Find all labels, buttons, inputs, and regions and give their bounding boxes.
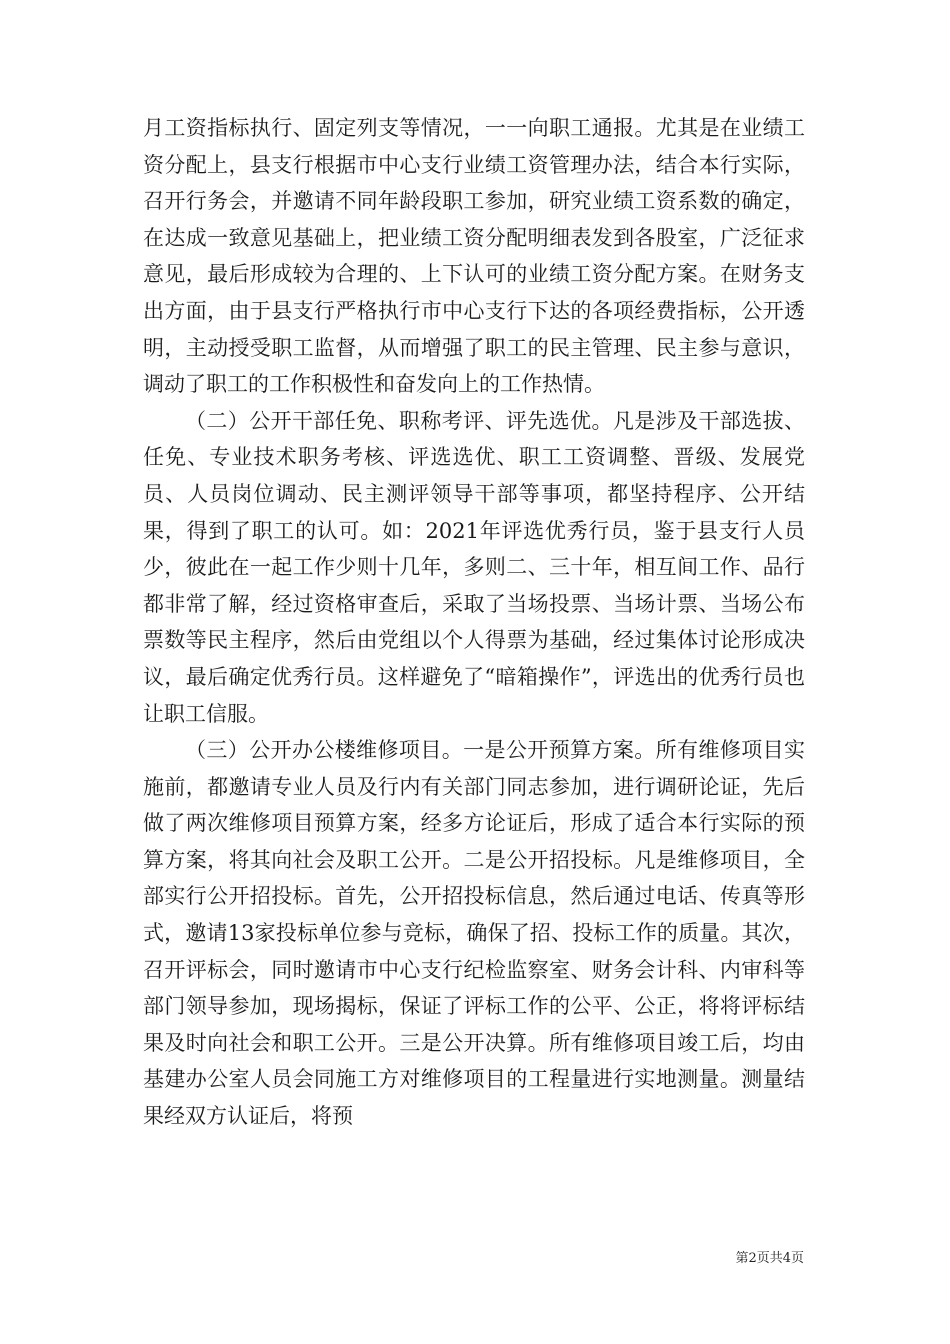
document-body: [143, 110, 805, 1135]
paragraph-section-3: （三）公开办公楼维修项目。一是公开预算方案。所有维修项目实施前，都邀请专业人员及行内有关部门同志参加，进行调研论证，先后做了两次维修项目预算方案，经多方论证后，形成了适合本行实际的预算方案，将其向社会及职工公开。二是公开招投标。凡是维修项目，全部实行公开招投标。首先，公开招投标信息，然后通过电话、传真等形式，邀请13家投标单位参与竞标，确保了招、投标工作的质量。其次，召开评标会，同时邀请市中心支行纪检监察室、财务会计科、内审科等部门领导参加，现场揭标，保证了评标工作的公平、公正，将将评标结果及时向社会和职工公开。三是公开决算。所有维修项目竣工后，均由基建办公室人员会同施工方对维修项目的工程量进行实地测量。测量结果经双方认证后，将预: [143, 738, 805, 1129]
paragraph-continuation: 月工资指标执行、固定列支等情况，一一向职工通报。尤其是在业绩工资分配上，县支行根据市中心支行业绩工资管理办法，结合本行实际，召开行务会，并邀请不同年龄段职工参加，研究业绩工资系数的确定，在达成一致意见基础上，把业绩工资分配明细表发到各股室，广泛征求意见，最后形成较为合理的、上下认可的业绩工资分配方案。在财务支出方面，由于县支行严格执行市中心支行下达的各项经费指标，公开透明，主动授受职工监督，从而增强了职工的民主管理、民主参与意识，调动了职工的工作积极性和奋发向上的工作热情。: [143, 116, 805, 397]
paragraph-section-2: （二）公开干部任免、职称考评、评先选优。凡是涉及干部选拔、任免、专业技术职务考核、评选选优、职工工资调整、晋级、发展党员、人员岗位调动、民主测评领导干部等事项，都坚持程序、公开结果，得到了职工的认可。如：2021年评选优秀行员，鉴于县支行人员少，彼此在一起工作少则十几年，多则二、三十年，相互间工作、品行都非常了解，经过资格审查后，采取了当场投票、当场计票、当场公布票数等民主程序，然后由党组以个人得票为基础，经过集体讨论形成决议，最后确定优秀行员。这样避免了“暗箱操作”，评选出的优秀行员也让职工信服。: [143, 408, 805, 726]
page-number-footer: 第2页共4页: [735, 1251, 804, 1266]
